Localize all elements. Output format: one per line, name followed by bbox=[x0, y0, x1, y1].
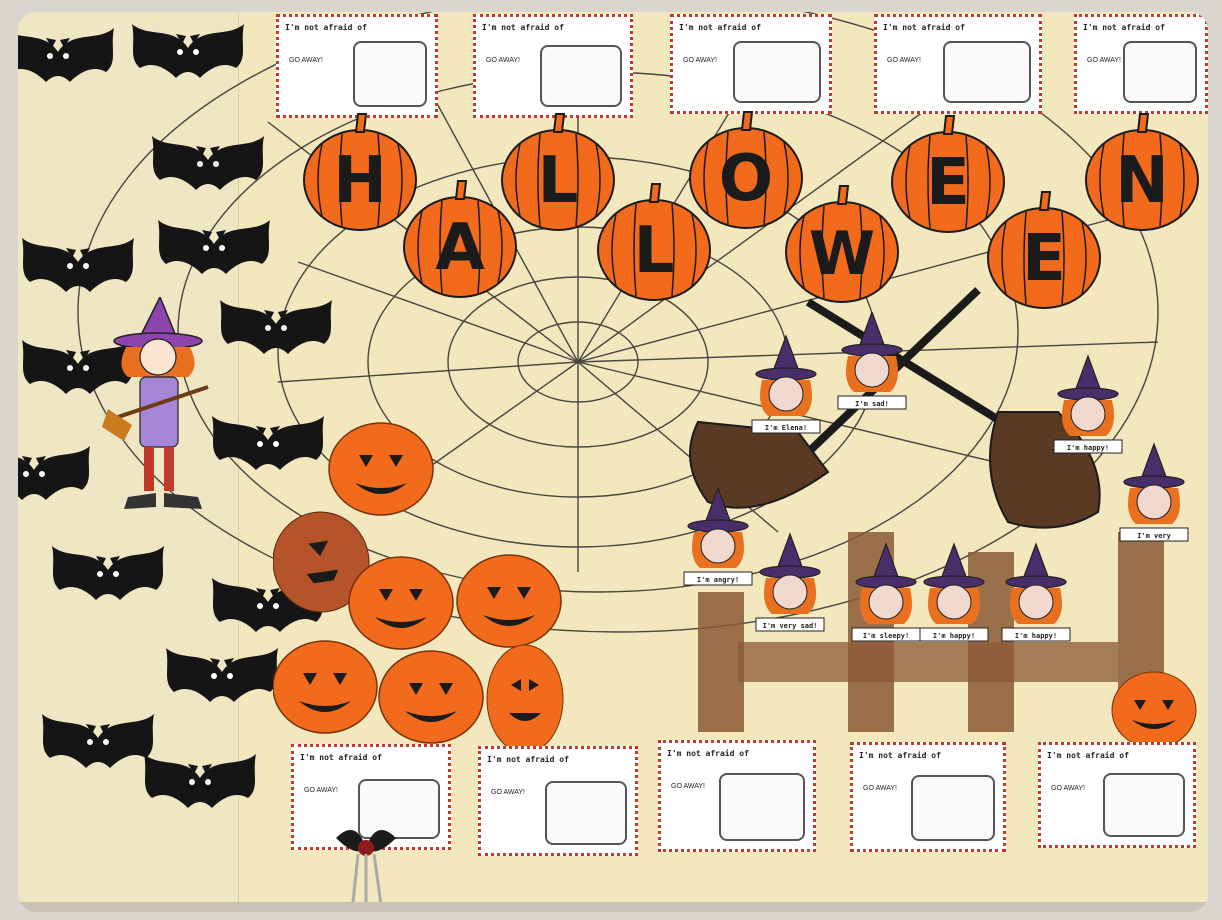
note-goaway: GO AWAY! bbox=[863, 785, 897, 792]
witch-figure bbox=[1054, 356, 1122, 453]
jack-o-lantern-icon bbox=[487, 645, 563, 753]
note-card bbox=[1038, 742, 1196, 848]
note-goaway: GO AWAY! bbox=[1087, 57, 1121, 64]
svg-text:I'm happy!: I'm happy! bbox=[1066, 444, 1110, 452]
note-text: I'm not afraid of bbox=[1047, 751, 1129, 760]
bat-icon bbox=[18, 446, 90, 500]
svg-text:N: N bbox=[1115, 144, 1169, 218]
jack-o-lantern-icon bbox=[329, 423, 433, 515]
svg-text:I'm angry!: I'm angry! bbox=[696, 576, 740, 584]
note-goaway: GO AWAY! bbox=[289, 57, 323, 64]
note-goaway: GO AWAY! bbox=[1051, 785, 1085, 792]
note-goaway: GO AWAY! bbox=[683, 57, 717, 64]
note-text: I'm not afraid of bbox=[487, 755, 569, 764]
note-goaway: GO AWAY! bbox=[887, 57, 921, 64]
note-text: I'm not afraid of bbox=[859, 751, 941, 760]
svg-text:H: H bbox=[333, 144, 387, 218]
jack-o-lantern-pile bbox=[273, 417, 573, 757]
note-goaway: GO AWAY! bbox=[671, 783, 705, 790]
witches-group bbox=[648, 312, 1208, 742]
svg-text:I'm sad!: I'm sad! bbox=[855, 400, 889, 408]
bat-icon bbox=[132, 24, 244, 78]
note-card bbox=[658, 740, 816, 852]
note-text: I'm not afraid of bbox=[883, 23, 965, 32]
svg-text:I'm very sad!: I'm very sad! bbox=[762, 622, 818, 630]
note-drawing bbox=[911, 775, 995, 841]
bat-icon bbox=[144, 754, 256, 808]
note-card bbox=[478, 746, 638, 856]
svg-text:I'm happy!: I'm happy! bbox=[932, 632, 976, 640]
witch-figure bbox=[1120, 444, 1188, 541]
note-goaway: GO AWAY! bbox=[486, 57, 520, 64]
bat-icon bbox=[22, 238, 134, 292]
svg-text:A: A bbox=[435, 211, 485, 285]
pumpkin-letter-n bbox=[1086, 114, 1198, 230]
svg-text:E: E bbox=[1022, 222, 1066, 296]
svg-text:I'm sleepy!: I'm sleepy! bbox=[862, 632, 910, 640]
svg-text:E: E bbox=[926, 146, 970, 220]
svg-text:I'm very: I'm very bbox=[1137, 532, 1171, 540]
jack-o-lantern-icon bbox=[273, 641, 377, 733]
note-drawing bbox=[719, 773, 805, 841]
pumpkin-letter-o bbox=[690, 112, 802, 228]
svg-text:L: L bbox=[537, 144, 579, 218]
bat-icon bbox=[166, 648, 278, 702]
photo-frame bbox=[18, 12, 1208, 912]
note-drawing bbox=[545, 781, 627, 845]
floor bbox=[18, 902, 1208, 912]
note-text: I'm not afraid of bbox=[482, 23, 564, 32]
svg-text:W: W bbox=[808, 219, 876, 289]
svg-text:I'm happy!: I'm happy! bbox=[1014, 632, 1058, 640]
jack-o-lantern-icon bbox=[1112, 672, 1196, 742]
witch-figure-left bbox=[98, 297, 228, 527]
note-goaway: GO AWAY! bbox=[304, 787, 338, 794]
note-text: I'm not afraid of bbox=[285, 23, 367, 32]
pumpkin-letter-e1 bbox=[892, 116, 1004, 232]
bat-icon bbox=[220, 300, 332, 354]
bat-icon bbox=[42, 714, 154, 768]
bat-icon bbox=[158, 220, 270, 274]
note-drawing bbox=[1103, 773, 1185, 837]
witch-figure bbox=[756, 534, 824, 631]
note-goaway: GO AWAY! bbox=[491, 789, 525, 796]
bat-icon bbox=[152, 136, 264, 190]
svg-text:I'm Elena!: I'm Elena! bbox=[764, 424, 808, 432]
note-text: I'm not afraid of bbox=[300, 753, 382, 762]
bat-icon bbox=[52, 546, 164, 600]
svg-text:O: O bbox=[718, 142, 774, 216]
pumpkin-letter-l1 bbox=[502, 114, 614, 230]
note-text: I'm not afraid of bbox=[667, 749, 749, 758]
jack-o-lantern-icon bbox=[457, 555, 561, 647]
witch-figure bbox=[752, 336, 820, 433]
witch-figure bbox=[684, 488, 752, 585]
jack-o-lantern-icon bbox=[379, 651, 483, 743]
jack-o-lantern-icon bbox=[349, 557, 453, 649]
svg-text:L: L bbox=[633, 214, 675, 288]
pumpkin-letter-a bbox=[404, 181, 516, 297]
ribbon-decoration bbox=[326, 818, 406, 912]
note-text: I'm not afraid of bbox=[679, 23, 761, 32]
note-card bbox=[850, 742, 1006, 852]
witch-figure bbox=[838, 312, 906, 409]
note-text: I'm not afraid of bbox=[1083, 23, 1165, 32]
bat-icon bbox=[18, 28, 114, 82]
